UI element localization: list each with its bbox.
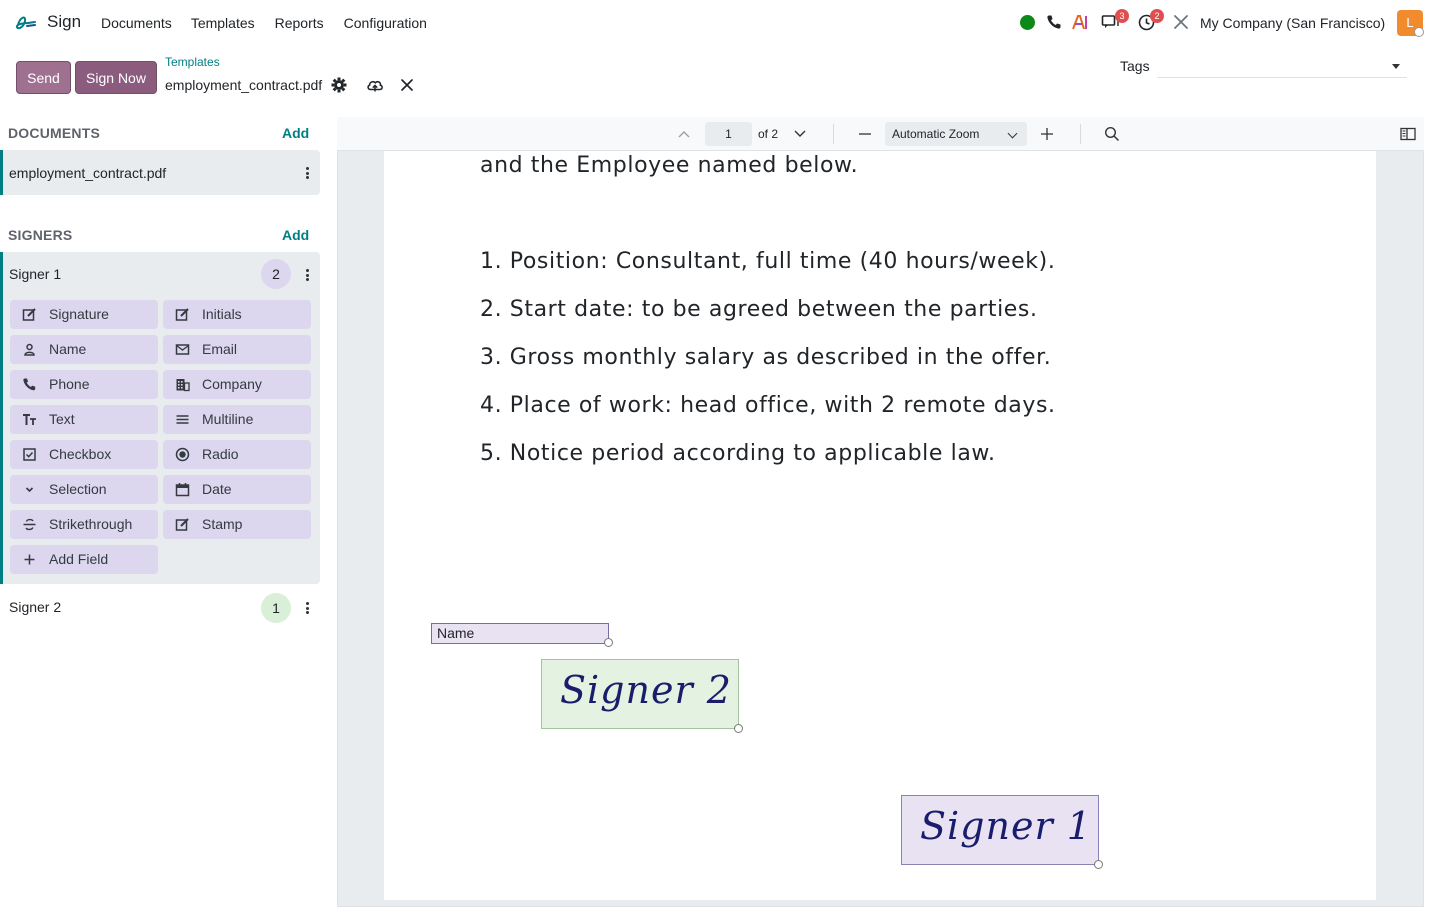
field-label: Name xyxy=(49,341,87,357)
field-label: Company xyxy=(202,376,262,392)
field-selection-button[interactable] xyxy=(10,475,158,504)
document-text-line: 2. Start date: to be agreed between the parties. xyxy=(480,297,1038,322)
top-navbar xyxy=(0,0,1440,46)
signature-placeholder-text: Signer 1 xyxy=(920,804,1092,848)
main-menu xyxy=(101,15,447,31)
document-text-line: and the Employee named below. xyxy=(480,153,859,178)
sidebar-toggle-icon[interactable] xyxy=(1400,126,1416,142)
building-icon xyxy=(175,377,190,392)
strikethrough-icon xyxy=(22,517,37,532)
user-avatar[interactable]: L xyxy=(1397,10,1423,36)
ai-icon[interactable] xyxy=(1071,12,1091,32)
edit-icon xyxy=(175,517,190,532)
field-radio-button[interactable] xyxy=(163,440,311,469)
field-label: Stamp xyxy=(202,516,243,532)
field-label: Email xyxy=(202,341,238,357)
document-text-line: 5. Notice period according to applicable law. xyxy=(480,441,996,466)
checkbox-icon xyxy=(22,447,37,462)
signer-1-name[interactable]: Signer 1 xyxy=(9,266,62,282)
toolbar-separator xyxy=(1080,124,1081,144)
signer-1-field-count: 2 xyxy=(261,259,291,289)
cloud-upload-icon[interactable] xyxy=(366,77,384,93)
field-label: Signature xyxy=(49,306,109,322)
field-email-button[interactable] xyxy=(163,335,311,364)
user-status-dot xyxy=(1414,27,1424,37)
app-name[interactable]: Sign xyxy=(47,12,82,31)
field-label: Selection xyxy=(49,481,107,497)
document-text-line: 3. Gross monthly salary as described in the offer. xyxy=(480,345,1052,370)
zoom-out-minus-icon[interactable] xyxy=(857,126,873,142)
previous-page-chevron-up-icon[interactable] xyxy=(676,126,692,142)
breadcrumb-current-record: employment_contract.pdf xyxy=(165,77,323,93)
discard-close-icon[interactable] xyxy=(400,78,414,92)
field-multiline-button[interactable] xyxy=(163,405,311,434)
field-label: Strikethrough xyxy=(49,516,133,532)
menu-documents[interactable]: Documents xyxy=(101,15,172,31)
signers-add-button[interactable]: Add xyxy=(282,227,310,243)
send-button[interactable]: Send xyxy=(16,61,71,94)
breadcrumb-templates-link[interactable]: Templates xyxy=(165,55,220,69)
field-label: Text xyxy=(49,411,75,427)
resize-handle[interactable] xyxy=(1094,860,1103,869)
signature-field-signer-1[interactable] xyxy=(901,795,1099,865)
field-label: Phone xyxy=(49,376,90,392)
document-text-line: 1. Position: Consultant, full time (40 hours/week). xyxy=(480,249,1056,274)
tags-label: Tags xyxy=(1120,58,1150,74)
calendar-icon xyxy=(175,482,190,497)
field-name-button[interactable] xyxy=(10,335,158,364)
zoom-in-plus-icon[interactable] xyxy=(1039,126,1055,142)
envelope-icon xyxy=(175,342,190,357)
field-stamp-button[interactable] xyxy=(163,510,311,539)
sign-now-button[interactable]: Sign Now xyxy=(75,61,157,94)
field-label: Multiline xyxy=(202,411,254,427)
resize-handle[interactable] xyxy=(734,724,743,733)
lines-icon xyxy=(175,412,190,427)
next-page-chevron-down-icon[interactable] xyxy=(792,126,808,142)
document-name[interactable]: employment_contract.pdf xyxy=(9,165,167,181)
field-checkbox-button[interactable] xyxy=(10,440,158,469)
edit-icon xyxy=(22,307,37,322)
user-icon xyxy=(22,342,37,357)
resize-handle[interactable] xyxy=(604,638,613,647)
search-icon[interactable] xyxy=(1104,126,1120,142)
phone-icon xyxy=(22,377,37,392)
field-label: Date xyxy=(202,481,232,497)
menu-configuration[interactable]: Configuration xyxy=(343,15,427,31)
sign-app-logo-icon[interactable] xyxy=(14,11,38,35)
messages-badge: 3 xyxy=(1115,9,1129,23)
chevron-down-icon xyxy=(22,482,37,497)
radio-icon xyxy=(175,447,190,462)
tools-icon[interactable] xyxy=(1171,12,1191,32)
pdf-toolbar xyxy=(337,117,1424,151)
company-switcher[interactable]: My Company (San Francisco) xyxy=(1200,15,1386,31)
field-date-button[interactable] xyxy=(163,475,311,504)
field-initials-button[interactable] xyxy=(163,300,311,329)
menu-reports[interactable]: Reports xyxy=(274,15,324,31)
field-label: Add Field xyxy=(49,551,109,567)
edit-icon xyxy=(175,307,190,322)
signer-2-field-count: 1 xyxy=(261,593,291,623)
document-menu-kebab-icon[interactable] xyxy=(306,167,310,179)
gear-icon[interactable] xyxy=(331,77,347,93)
text-icon xyxy=(22,412,37,427)
plus-icon xyxy=(22,552,37,567)
field-phone-button[interactable] xyxy=(10,370,158,399)
field-label: Initials xyxy=(202,306,242,322)
tags-input[interactable] xyxy=(1157,55,1407,78)
document-text-line: 4. Place of work: head office, with 2 remote days. xyxy=(480,393,1056,418)
add-field-button[interactable] xyxy=(10,545,158,574)
field-signature-button[interactable] xyxy=(10,300,158,329)
field-company-button[interactable] xyxy=(163,370,311,399)
signers-section-title: SIGNERS xyxy=(8,227,73,243)
name-field-box[interactable]: Name xyxy=(431,623,609,644)
field-text-button[interactable] xyxy=(10,405,158,434)
field-label: Radio xyxy=(202,446,239,462)
signature-field-signer-2[interactable] xyxy=(541,659,739,729)
tags-dropdown-caret-icon[interactable] xyxy=(1392,64,1400,69)
toolbar-separator xyxy=(833,124,834,144)
presence-status-icon[interactable] xyxy=(1020,15,1035,30)
documents-section-title: DOCUMENTS xyxy=(8,125,101,141)
field-strikethrough-button[interactable] xyxy=(10,510,158,539)
page-number-input[interactable]: 1 xyxy=(705,122,752,146)
page-count-label: of 2 xyxy=(758,127,779,141)
zoom-select[interactable]: Automatic Zoom xyxy=(885,122,1027,146)
signature-placeholder-text: Signer 2 xyxy=(560,668,732,712)
activities-badge: 2 xyxy=(1150,9,1164,23)
documents-add-button[interactable]: Add xyxy=(282,125,310,141)
signer-1-menu-kebab-icon[interactable] xyxy=(306,269,310,281)
menu-templates[interactable]: Templates xyxy=(190,15,255,31)
phone-icon[interactable] xyxy=(1044,12,1064,32)
signer-2-name[interactable]: Signer 2 xyxy=(9,599,62,615)
signer-2-menu-kebab-icon[interactable] xyxy=(306,602,310,614)
field-label: Checkbox xyxy=(49,446,112,462)
